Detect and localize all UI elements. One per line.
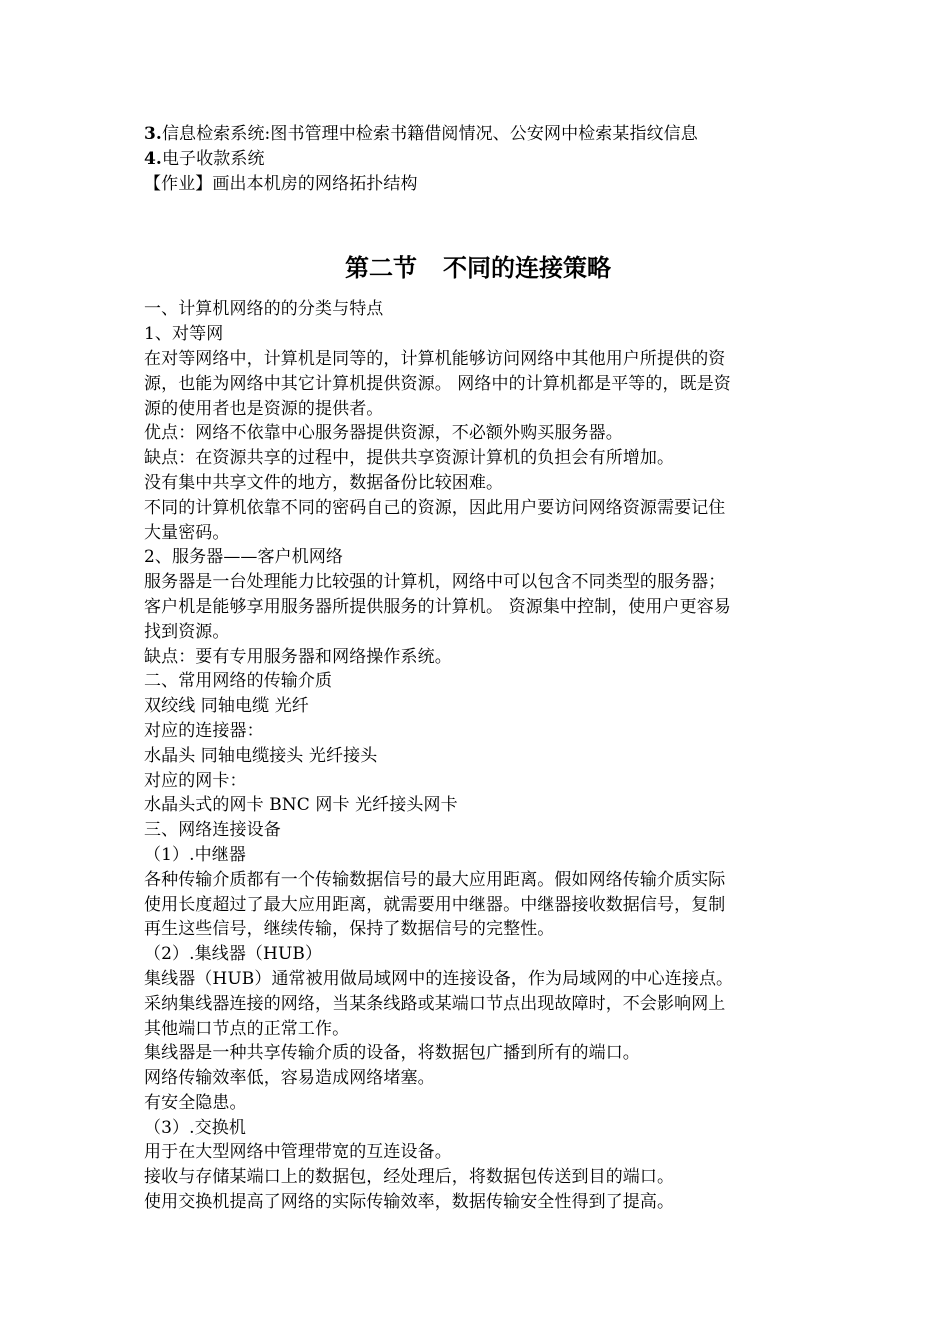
paragraph-line: 对应的连接器： bbox=[144, 720, 264, 741]
paragraph-line: 集线器是一种共享传输介质的设备，将数据包广播到所有的端口。 bbox=[144, 1043, 640, 1064]
intro-text: 电子收款系统 bbox=[161, 148, 265, 169]
paragraph-line: 客户机是能够享用服务器所提供服务的计算机。 资源集中控制，使用户更容易 bbox=[144, 596, 731, 617]
intro-line-1 bbox=[144, 122, 812, 147]
paragraph-line: 有安全隐患。 bbox=[144, 1092, 247, 1113]
paragraph-line: 缺点：在资源共享的过程中，提供共享资源计算机的负担会有所增加。 bbox=[144, 448, 675, 469]
paragraph-line: 集线器（HUB）通常被用做局域网中的连接设备，作为局域网的中心连接点。 bbox=[144, 968, 734, 989]
paragraph-line: 对应的网卡： bbox=[144, 770, 247, 791]
list-number: 4. bbox=[144, 148, 162, 169]
paragraph-line: 没有集中共享文件的地方，数据备份比较困难。 bbox=[144, 472, 504, 493]
paragraph-line: 用于在大型网络中管理带宽的互连设备。 bbox=[144, 1142, 452, 1163]
intro-text: 信息检索系统:图书管理中检索书籍借阅情况、公安网中检索某指纹信息 bbox=[161, 124, 698, 144]
paragraph-line: 网络传输效率低，容易造成网络堵塞。 bbox=[144, 1068, 435, 1089]
paragraph-line: 接收与存储某端口上的数据包，经处理后，将数据包传送到目的端口。 bbox=[144, 1167, 675, 1188]
paragraph-line: 不同的计算机依靠不同的密码自己的资源，因此用户要访问网络资源需要记住 bbox=[144, 497, 726, 518]
paragraph-line: 在对等网络中，计算机是同等的，计算机能够访问网络中其他用户所提供的资 bbox=[144, 348, 726, 369]
list-number: 3. bbox=[144, 124, 162, 144]
paragraph-line: 使用交换机提高了网络的实际传输效率，数据传输安全性得到了提高。 bbox=[144, 1192, 675, 1213]
homework-line bbox=[144, 172, 812, 197]
section-body bbox=[144, 297, 812, 1214]
section-number: 第二节 bbox=[345, 253, 417, 283]
section-name: 不同的连接策略 bbox=[443, 253, 611, 283]
paragraph-line: 源的使用者也是资源的提供者。 bbox=[144, 398, 384, 419]
document-page bbox=[144, 122, 812, 1215]
heading-classification: 一、计算机网络的的分类与特点 bbox=[144, 299, 384, 320]
section-spacer bbox=[144, 196, 812, 253]
paragraph-line: 双绞线 同轴电缆 光纤 bbox=[144, 696, 309, 717]
heading-devices: 三、网络连接设备 bbox=[144, 820, 281, 841]
paragraph-line: 水晶头 同轴电缆接头 光纤接头 bbox=[144, 745, 378, 766]
paragraph-line: 大量密码。 bbox=[144, 522, 230, 543]
paragraph-line: 缺点：要有专用服务器和网络操作系统。 bbox=[144, 646, 452, 667]
subheading-client-server: 2、服务器——客户机网络 bbox=[144, 547, 344, 568]
subheading-switch: （3）.交换机 bbox=[144, 1117, 246, 1138]
subheading-repeater: （1）.中继器 bbox=[144, 844, 246, 865]
heading-media: 二、常用网络的传输介质 bbox=[144, 671, 333, 692]
paragraph-line: 源，也能为网络中其它计算机提供资源。 网络中的计算机都是平等的，既是资 bbox=[144, 373, 731, 394]
paragraph-line: 采纳集线器连接的网络，当某条线路或某端口节点出现故障时，不会影响网上 bbox=[144, 993, 726, 1014]
paragraph-line: 找到资源。 bbox=[144, 621, 230, 642]
paragraph-line: 优点：网络不依靠中心服务器提供资源，不必额外购买服务器。 bbox=[144, 423, 623, 444]
homework-text: 【作业】画出本机房的网络拓扑结构 bbox=[144, 173, 418, 194]
paragraph-line: 各种传输介质都有一个传输数据信号的最大应用距离。假如网络传输介质实际 bbox=[144, 869, 726, 890]
section-title bbox=[144, 253, 812, 293]
subheading-p2p: 1、对等网 bbox=[144, 324, 224, 345]
subheading-hub: （2）.集线器（HUB） bbox=[144, 944, 323, 965]
paragraph-line: 水晶头式的网卡 BNC 网卡 光纤接头网卡 bbox=[144, 795, 458, 816]
paragraph-line: 再生这些信号，继续传输，保持了数据信号的完整性。 bbox=[144, 919, 555, 940]
intro-line-2 bbox=[144, 147, 812, 172]
paragraph-line: 服务器是一台处理能力比较强的计算机，网络中可以包含不同类型的服务器； bbox=[144, 572, 726, 593]
paragraph-line: 其他端口节点的正常工作。 bbox=[144, 1018, 350, 1039]
paragraph-line: 使用长度超过了最大应用距离，就需要用中继器。中继器接收数据信号，复制 bbox=[144, 894, 726, 915]
